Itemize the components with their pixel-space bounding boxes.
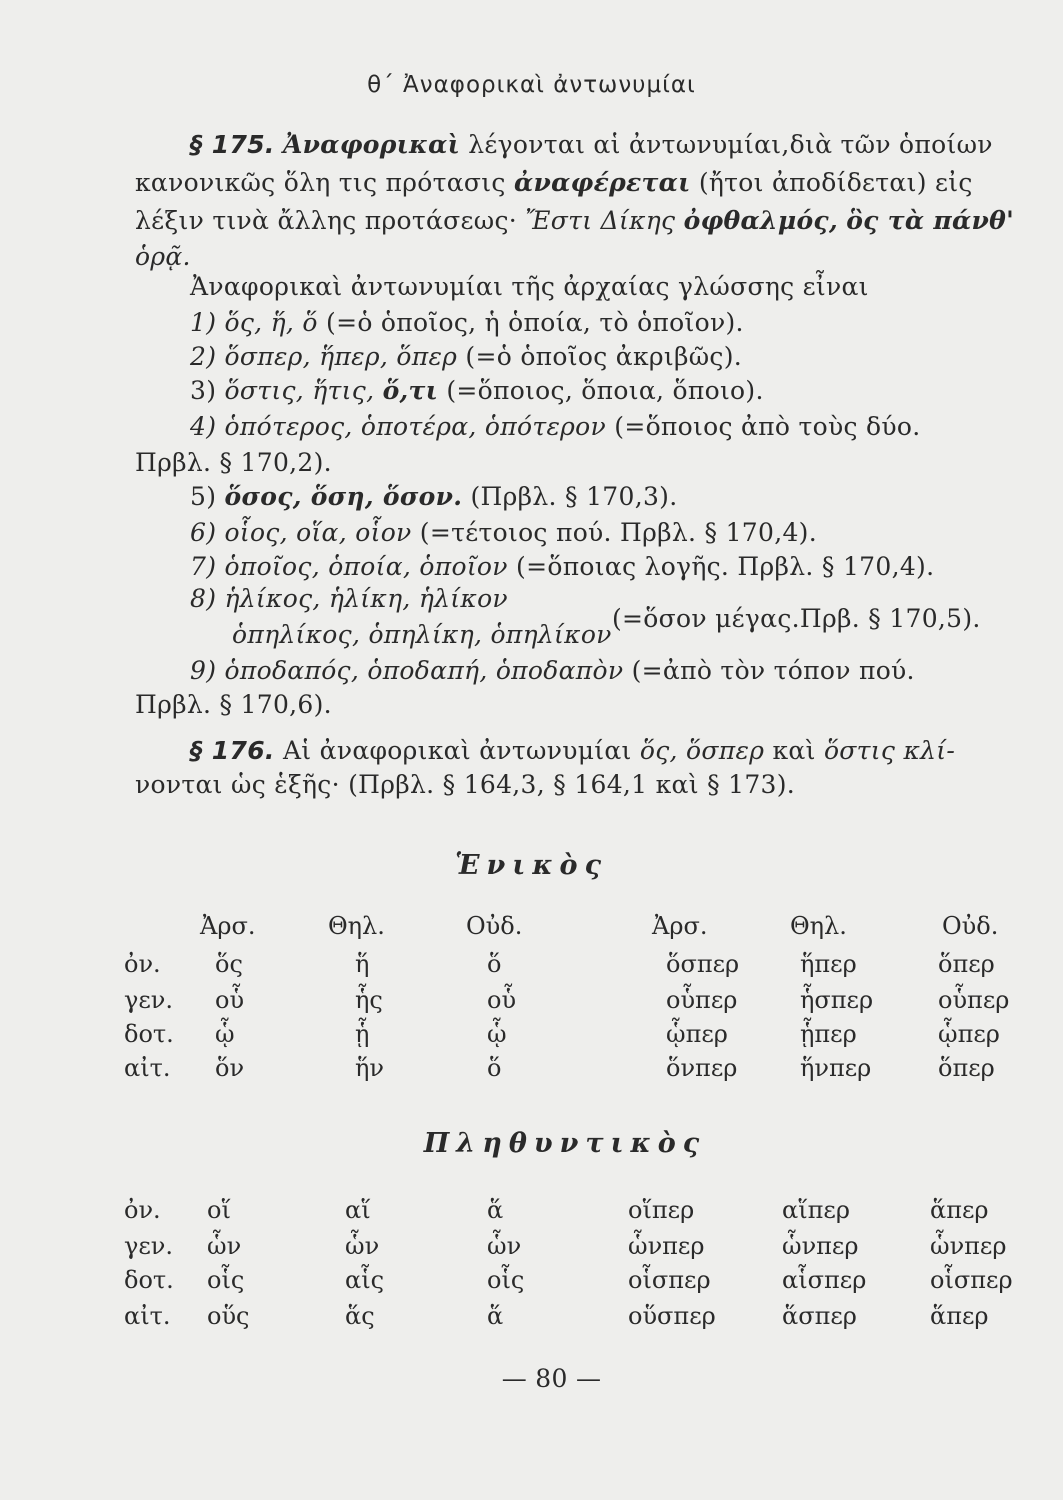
table-cell: ὧνπερ (628, 1232, 705, 1260)
table-cell: ἅς (345, 1302, 375, 1330)
item-gloss: (=ὁ ὁποῖος, ἡ ὁποία, τὸ ὁποῖον). (326, 308, 744, 337)
column-header: Ἀρσ. (200, 912, 256, 940)
section-number: § 176. (190, 736, 275, 765)
emphasis: ὀφθαλμός, (683, 206, 838, 235)
table-cell: οὗπερ (666, 986, 738, 1014)
item-gloss: (=ὅποιας λογῆς. Πρβλ. § 170,4). (516, 552, 935, 581)
item-gloss: (=ὁ ὁποῖος ἀκριβῶς). (465, 342, 743, 371)
text: καὶ (772, 736, 816, 765)
item-gloss: (=τέτοιος πού. Πρβλ. § 170,4). (419, 518, 817, 547)
item-gloss: (=ὅποιος, ὅποια, ὅποιο). (446, 376, 764, 405)
singular-title: Ἑνικὸς (454, 850, 609, 881)
table-cell: ἥπερ (800, 950, 857, 978)
case-label: δοτ. (124, 1266, 174, 1294)
case-label: δοτ. (124, 1020, 174, 1048)
table-cell: ᾧ (487, 1020, 507, 1048)
text: λέγονται αἱ ἀντωνυμίαι,διὰ τῶν ὁποίων (468, 130, 993, 159)
term: Ἀναφορικαὶ (282, 130, 461, 159)
emphasis: ἀναφέρεται (513, 168, 691, 197)
table-cell: αἷσπερ (782, 1266, 867, 1294)
text: λέξιν τινὰ ἄλλης προτάσεως· (135, 206, 518, 235)
list-item (190, 552, 934, 581)
table-cell: οὗ (215, 986, 245, 1014)
item-forms: 7) ὁποῖος, ὁποία, ὁποῖον (190, 552, 508, 581)
case-label: γεν. (124, 986, 173, 1014)
item-gloss: (Πρβλ. § 170,3). (470, 482, 678, 511)
table-cell: οὕσπερ (628, 1302, 716, 1330)
list-item-gloss: (=ὅσον μέγας.Πρβ. § 170,5). (612, 604, 981, 633)
table-cell: ἅπερ (930, 1196, 989, 1224)
table-cell: οἷς (487, 1266, 525, 1294)
table-cell: αἷς (345, 1266, 385, 1294)
list-item (190, 376, 764, 405)
item-number: 5) (190, 482, 217, 511)
table-cell: ὧν (345, 1232, 380, 1260)
table-cell: οἷσπερ (930, 1266, 1013, 1294)
item-gloss: (=ὅποιος ἀπὸ τοὺς δύο. (614, 412, 921, 441)
table-cell: ὅπερ (938, 1054, 995, 1082)
item-forms: 1) ὅς, ἥ, ὅ (190, 308, 318, 337)
text: Αἱ ἀναφορικαὶ ἀντωνυμίαι (282, 736, 632, 765)
table-cell: οἷς (207, 1266, 245, 1294)
text: κανονικῶς ὅλη τις πρότασις (135, 168, 506, 197)
table-cell: ὅσπερ (666, 950, 740, 978)
item-forms: 2) ὅσπερ, ἥπερ, ὅπερ (190, 342, 458, 371)
column-header: Ἀρσ. (652, 912, 708, 940)
column-header: Θηλ. (328, 912, 385, 940)
table-cell: ἅ (487, 1302, 504, 1330)
item-forms: 4) ὁπότερος, ὁποτέρα, ὁπότερον (190, 412, 607, 441)
paragraph-175-line-4: ὁρᾷ. (135, 242, 191, 271)
table-cell: ὧνπερ (930, 1232, 1007, 1260)
item-forms: 9) ὁποδαπός, ὁποδαπή, ὁποδαπὸν (190, 656, 624, 685)
list-item-continuation: Πρβλ. § 170,6). (135, 690, 332, 719)
case-label: αἰτ. (124, 1054, 171, 1082)
paragraph-175-line-3 (135, 206, 1014, 235)
table-cell: ὅνπερ (666, 1054, 738, 1082)
table-cell: οἷσπερ (628, 1266, 711, 1294)
table-cell: ἥ (355, 950, 370, 978)
table-cell: ἥνπερ (800, 1054, 872, 1082)
list-item (190, 342, 742, 371)
emphasis: ὅστις (823, 736, 896, 765)
table-cell: ὅν (215, 1054, 245, 1082)
paragraph-176-line-2: νονται ὡς ἑξῆς· (Πρβλ. § 164,3, § 164,1 καὶ § 173). (135, 770, 796, 799)
table-cell: ὅπερ (938, 950, 995, 978)
list-item (190, 518, 817, 547)
column-header: Οὐδ. (466, 912, 523, 940)
table-cell: ὧνπερ (782, 1232, 859, 1260)
table-cell: ἥν (355, 1054, 384, 1082)
table-cell: ἧσπερ (800, 986, 874, 1014)
paragraph-176-line-1 (190, 736, 955, 765)
list-item-forms-line-2: ὁπηλίκος, ὁπηλίκη, ὁπηλίκον (232, 620, 612, 649)
table-cell: ἅπερ (930, 1302, 989, 1330)
list-item (190, 308, 744, 337)
case-label: ὀν. (124, 1196, 161, 1224)
table-cell: ᾧ (215, 1020, 235, 1048)
table-cell: ᾗ (355, 1020, 370, 1048)
table-cell: αἵπερ (782, 1196, 850, 1224)
table-cell: ὅς (215, 950, 243, 978)
item-number: 3) (190, 376, 217, 405)
section-number: § 175. (190, 130, 275, 159)
column-header: Θηλ. (790, 912, 847, 940)
case-label: γεν. (124, 1232, 173, 1260)
item-forms: ὅσος, ὅση, ὅσον. (224, 482, 463, 511)
item-forms: 6) οἷος, οἵα, οἷον (190, 518, 412, 547)
table-cell: αἵ (345, 1196, 371, 1224)
case-label: ὀν. (124, 950, 161, 978)
table-cell: ὅ (487, 1054, 502, 1082)
paragraph-175-line-2 (135, 168, 973, 197)
page-number: — 80 — (501, 1364, 602, 1393)
list-item-forms-line-1: 8) ἡλίκος, ἡλίκη, ἡλίκον (190, 584, 508, 613)
table-cell: οἵπερ (628, 1196, 695, 1224)
list-item (190, 482, 677, 511)
item-gloss: (=ἀπὸ τὸν τόπον πού. (631, 656, 915, 685)
table-cell: ἅσπερ (782, 1302, 857, 1330)
section-heading: θ΄ Ἀναφορικαὶ ἀντωνυμίαι (367, 72, 696, 98)
list-item (190, 412, 921, 441)
table-cell: οὗ (487, 986, 517, 1014)
table-cell: ὅ (487, 950, 502, 978)
table-cell: οὕς (207, 1302, 250, 1330)
emphasis: ὃς τὰ πάνθ' (846, 206, 1015, 235)
case-label: αἰτ. (124, 1302, 171, 1330)
emphasis: ὅς, ὅσπερ (639, 736, 765, 765)
item-forms: ὅστις, ἥτις, (224, 376, 375, 405)
example-quote: Ἔστι Δίκης (525, 206, 676, 235)
plural-title: Πληθυντικὸς (423, 1128, 707, 1159)
list-item-continuation: Πρβλ. § 170,2). (135, 448, 332, 477)
paragraph-175-line-1 (190, 130, 993, 159)
table-cell: ὧν (207, 1232, 242, 1260)
table-cell: οὗπερ (938, 986, 1010, 1014)
table-cell: ᾧπερ (938, 1020, 1000, 1048)
table-cell: ἧς (355, 986, 383, 1014)
text: κλί- (903, 736, 956, 765)
text: (ἤτοι ἀποδίδεται) εἰς (698, 168, 973, 197)
list-item (190, 656, 915, 685)
table-cell: ἅ (487, 1196, 504, 1224)
table-cell: ὧν (487, 1232, 522, 1260)
table-cell: ᾗπερ (800, 1020, 857, 1048)
item-forms-bold: ὅ,τι (382, 376, 439, 405)
intro-line: Ἀναφορικαὶ ἀντωνυμίαι τῆς ἀρχαίας γλώσσης εἶναι (190, 272, 869, 301)
table-cell: ᾧπερ (666, 1020, 728, 1048)
table-cell: οἵ (207, 1196, 231, 1224)
column-header: Οὐδ. (942, 912, 999, 940)
